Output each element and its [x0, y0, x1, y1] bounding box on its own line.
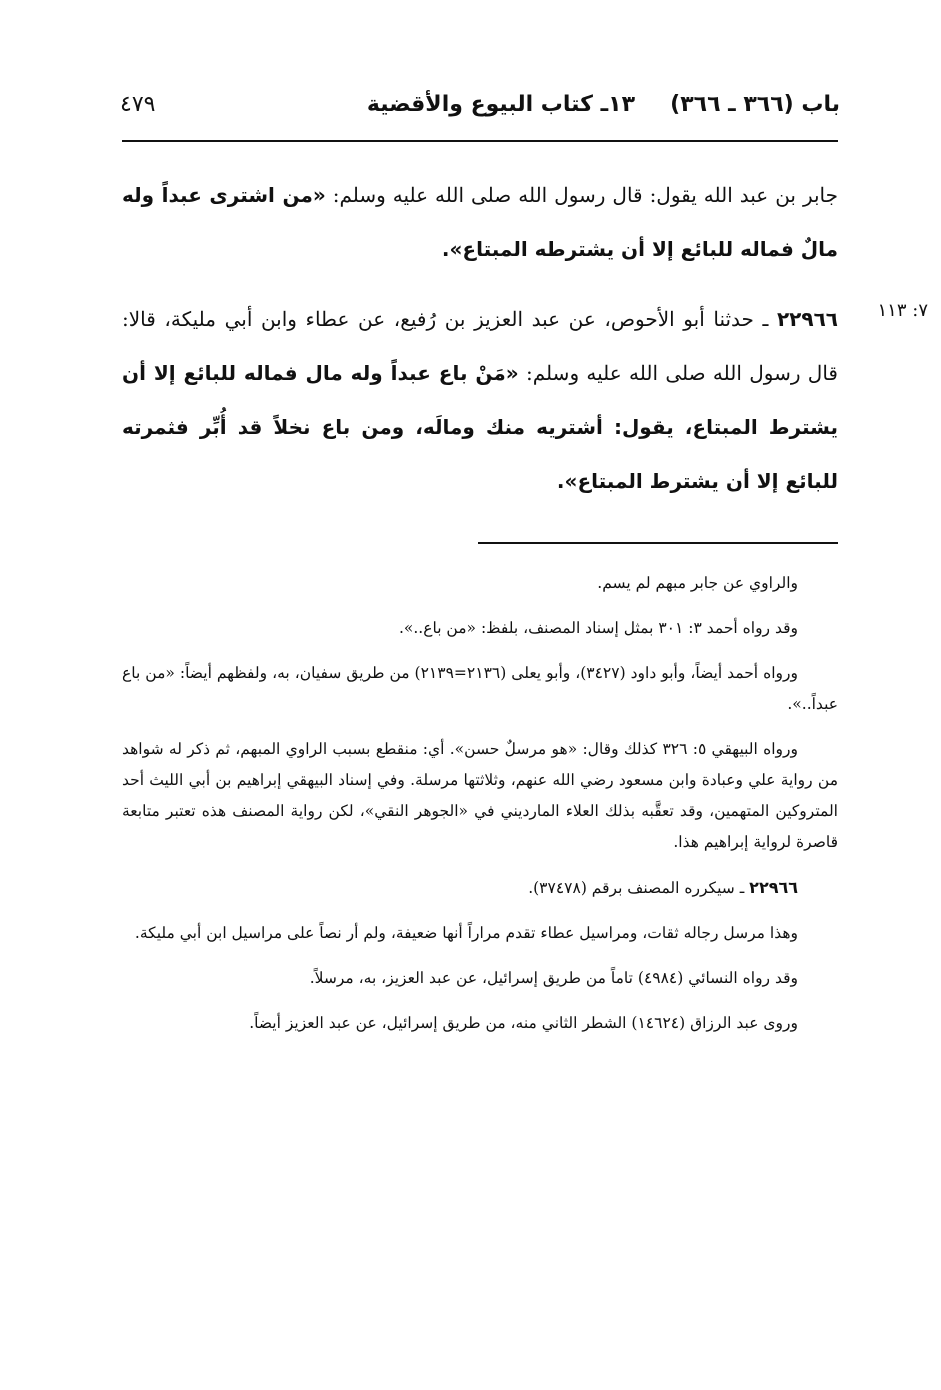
- footnote-divider: [478, 542, 838, 544]
- paragraph-text: جابر بن عبد الله يقول: قال رسول الله صلى الله عليه وسلم:: [325, 183, 839, 207]
- footnote: ورواه البيهقي ٥: ٣٢٦ كذلك وقال: «هو مرسلٌ حسن». أي: منقطع بسبب الراوي المبهم، ثم ذكر له شواهد من رواية علي وعبادة وابن مسعود رضي الله عنهم، وثلاثتها مرسلة. وفي إسناد البيهقي إبراهيم بن أبي الليث أحد المتروكين المتهمين، وقد تعقَّبه بذلك العلاء المارديني في «الجوهر النقي»، لكن رواية المصنف هذه تعتبر متابعة قاصرة لرواية إبراهيم هذا.: [122, 740, 838, 851]
- footnote: وقد رواه أحمد ٣: ٣٠١ بمثل إسناد المصنف، بلفظ: «من باع..».: [398, 619, 798, 637]
- footnote: وقد رواه النسائي (٤٩٨٤) تاماً من طريق إسرائيل، عن عبد العزيز، به، مرسلاً.: [309, 969, 798, 987]
- hadith-matn: «من اشترى عبداً وله مالٌ فماله للبائع إلا أن يشترطه المبتاع».: [122, 183, 838, 261]
- header-divider: [122, 140, 838, 142]
- book-title: ١٣ـ كتاب البيوع والأقضية: [366, 92, 635, 117]
- main-paragraph-1: [122, 168, 838, 276]
- hadith-number: ٢٢٩٦٦: [776, 307, 838, 331]
- footnote: والراوي عن جابر مبهم لم يسم.: [597, 574, 798, 592]
- footnote-hadith-number: ٢٢٩٦٦: [749, 878, 798, 897]
- paragraph-text: ـ حدثنا أبو الأحوص، عن عبد العزيز بن رُفيع، عن عطاء وابن أبي مليكة، قالا: قال رسول الله صلى الله عليه وسلم:: [122, 307, 838, 385]
- footnote: وهذا مرسل رجاله ثقات، ومراسيل عطاء تقدم مراراً أنها ضعيفة، ولم أر نصاً على مراسيل ابن أبي مليكة.: [134, 924, 798, 942]
- footnote: [122, 872, 838, 904]
- main-paragraph-2: [122, 292, 838, 508]
- footnote-text: ـ سيكرره المصنف برقم (٣٧٤٧٨).: [528, 879, 750, 897]
- hadith-matn: «مَنْ باع عبداً وله مال فماله للبائع إلا أن يشترط المبتاع، يقول: أشتريه منك ومالَه، ومن باع نخلاً قد أُبِّر فثمرته للبائع إلا أن يشترط المبتاع».: [122, 361, 838, 493]
- footnotes: [122, 568, 838, 1053]
- footnote: وروى عبد الرزاق (١٤٦٢٤) الشطر الثاني منه، من طريق إسرائيل، عن عبد العزيز أيضاً.: [249, 1014, 798, 1032]
- chapter-title: باب (٣٦٦ ـ ٣٦٦): [670, 92, 840, 117]
- footnote: ورواه أحمد أيضاً، وأبو داود (٣٤٢٧)، وأبو يعلى (٢١٣٦=٢١٣٩) من طريق سفيان، به، ولفظهم أيضاً: «من باع عبداً..».: [122, 664, 838, 713]
- margin-reference: ٧: ١١٣: [877, 300, 928, 321]
- page-number: ٤٧٩: [120, 92, 156, 117]
- page-header: [120, 92, 840, 132]
